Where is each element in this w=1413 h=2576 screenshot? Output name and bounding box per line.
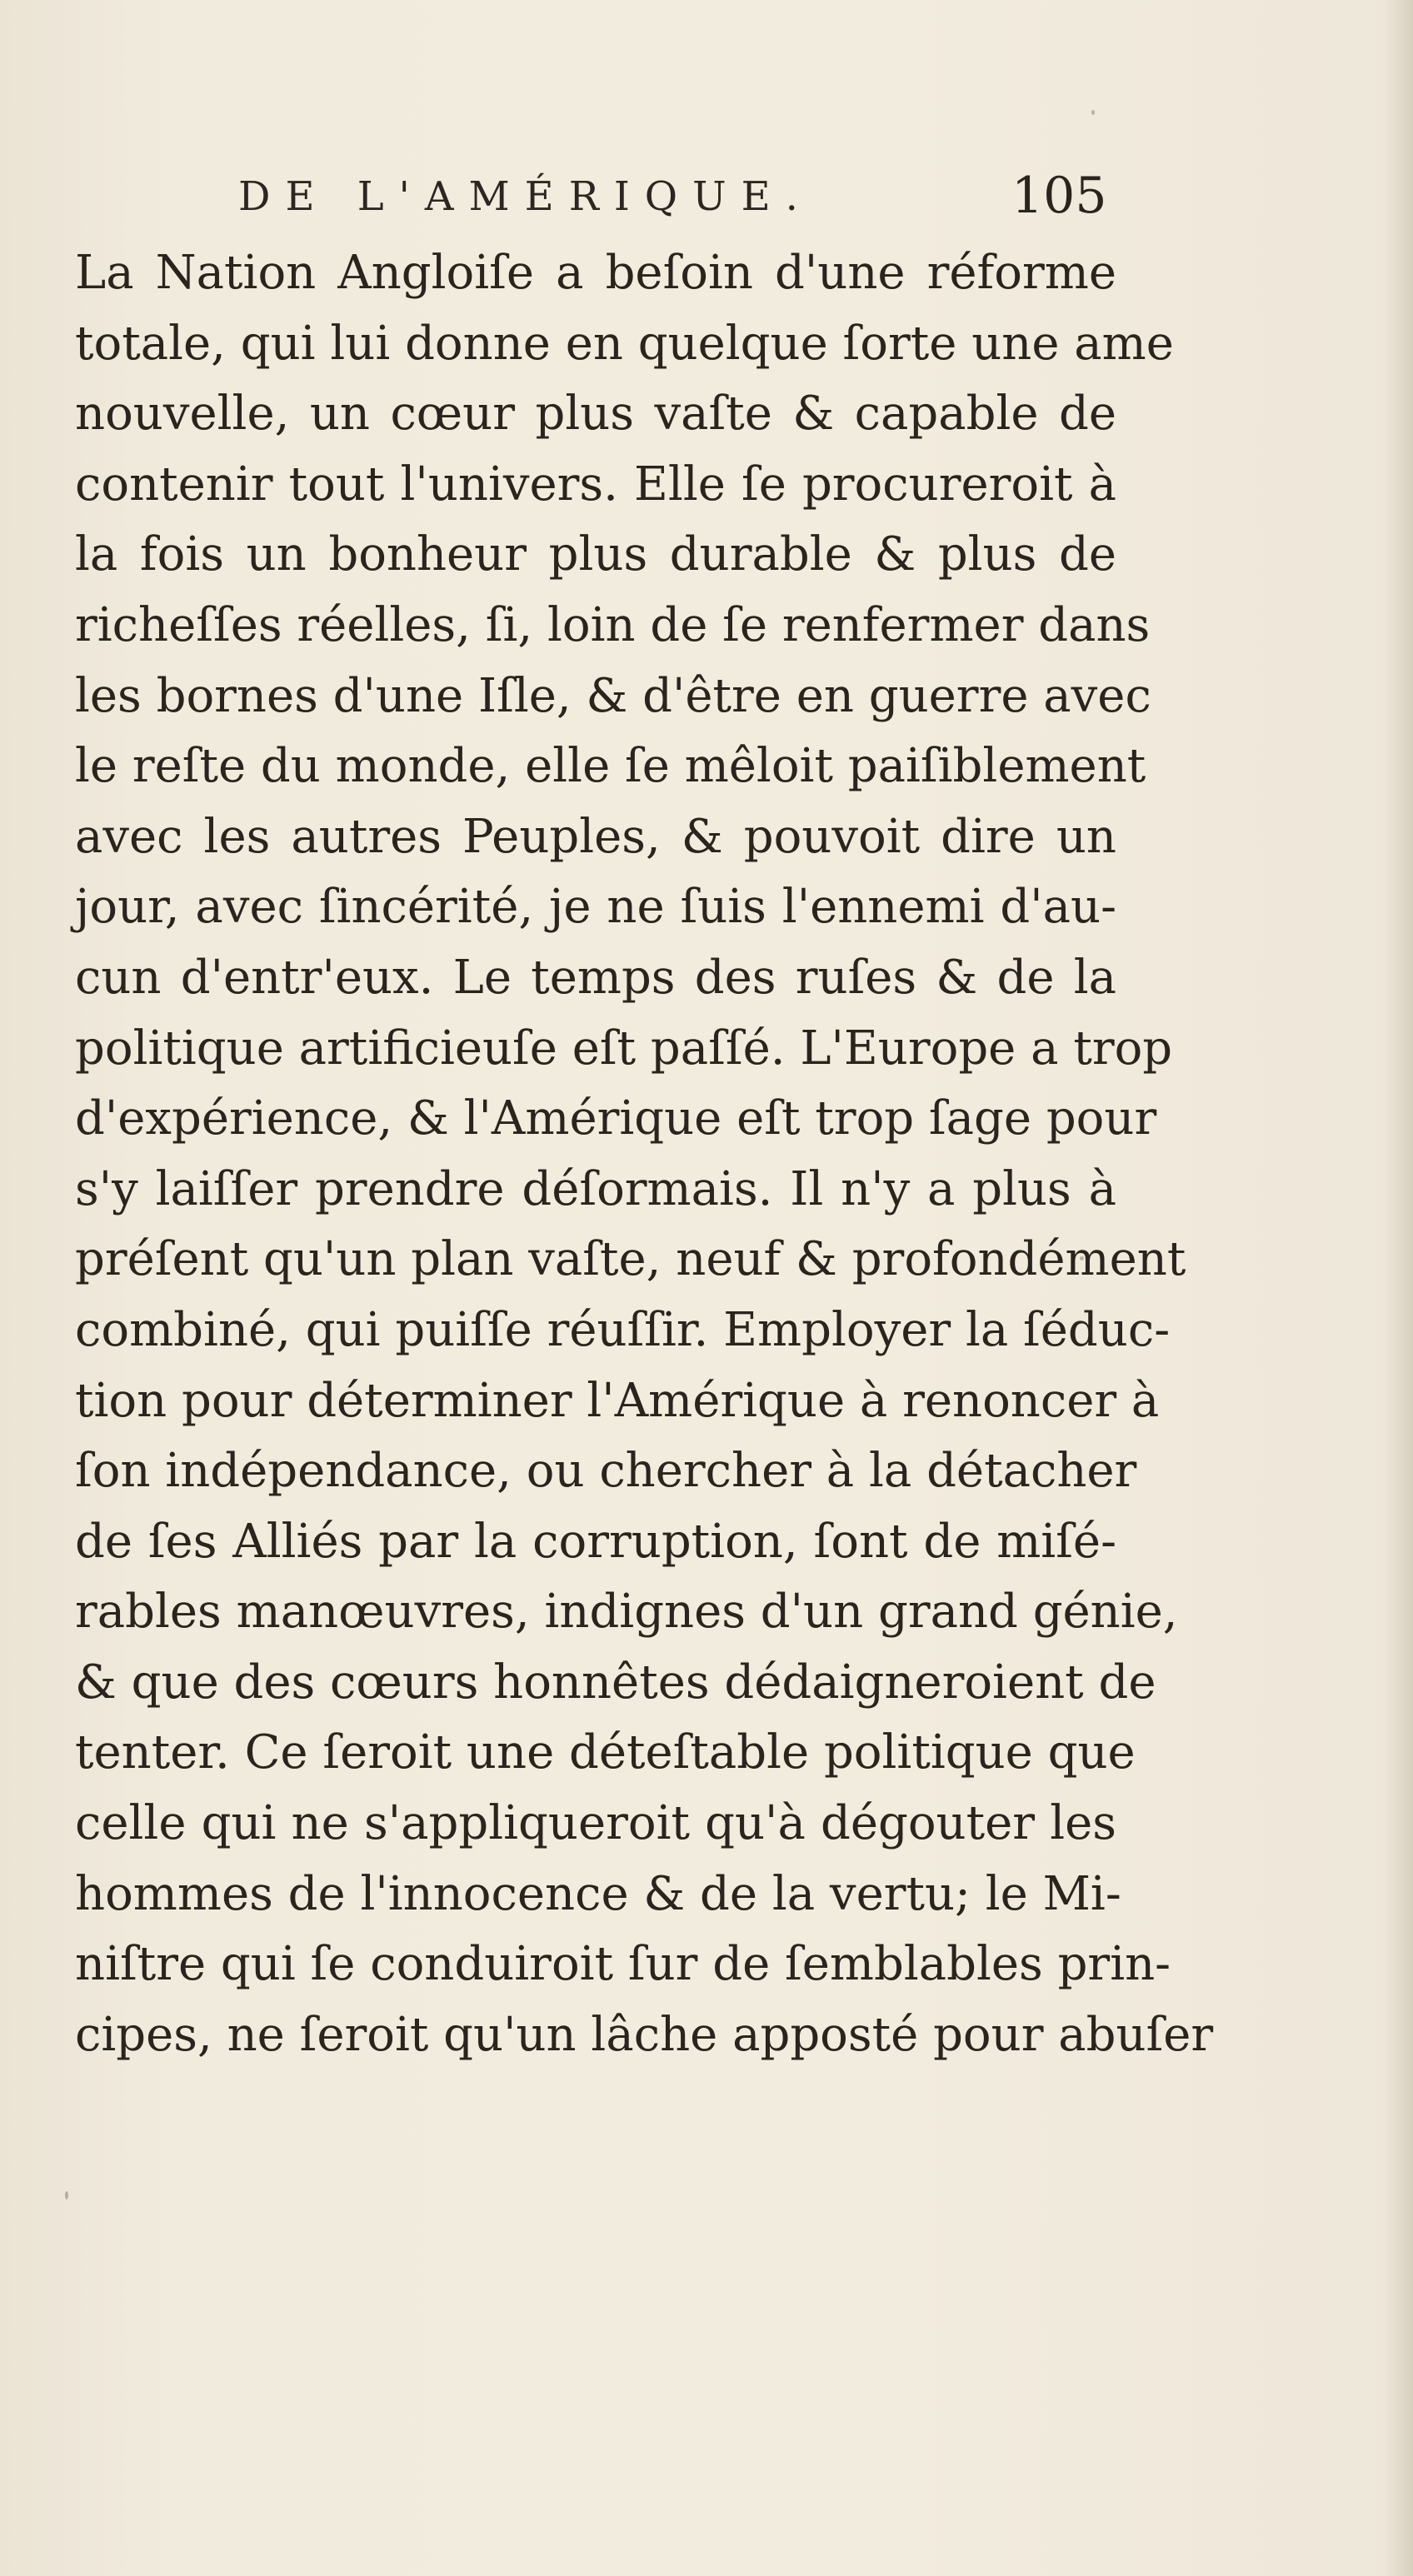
- text-line: avec les autres Peuples, & pouvoit dire un: [75, 809, 1116, 864]
- running-head: DE L'AMÉRIQUE.: [238, 173, 813, 220]
- text-line: politique artificieuſe eſt paſſé. L'Europe a trop: [75, 1021, 1173, 1076]
- text-line: les bornes d'une Iſle, & d'être en guerre avec: [75, 668, 1151, 723]
- text-line: combiné, qui puiſſe réuſſir. Employer la ſéduc-: [75, 1302, 1171, 1357]
- text-line: rables manœuvres, indignes d'un grand génie,: [75, 1585, 1178, 1640]
- page-number: 105: [1011, 167, 1107, 225]
- text-line: tion pour déterminer l'Amérique à renoncer à: [75, 1373, 1160, 1428]
- text-line: d'expérience, & l'Amérique eſt trop ſage pour: [75, 1091, 1157, 1146]
- text-line: La Nation Angloiſe a beſoin d'une réforme: [75, 246, 1116, 300]
- text-line: jour, avec ſincérité, je ne ſuis l'ennemi d'au-: [75, 880, 1116, 935]
- text-line: de ſes Alliés par la corruption, ſont de miſé-: [75, 1514, 1116, 1569]
- text-line: cipes, ne ſeroit qu'un lâche apposté pour abuſer: [75, 2007, 1214, 2062]
- text-line: nouvelle, un cœur plus vaſte & capable de: [75, 387, 1116, 442]
- text-line: hommes de l'innocence & de la vertu; le Mi-: [75, 1866, 1121, 1921]
- text-line: contenir tout l'univers. Elle ſe procureroit à: [75, 457, 1116, 512]
- page-header: [80, 155, 1121, 230]
- text-line: cun d'entr'eux. Le temps des ruſes & de la: [75, 950, 1116, 1005]
- text-line: la fois un bonheur plus durable & plus de: [75, 527, 1116, 582]
- paper-speck: [65, 2191, 68, 2199]
- body-text: [75, 238, 1214, 2070]
- page-edge-shadow: [1383, 0, 1413, 2576]
- text-line: richeſſes réelles, ſi, loin de ſe renfermer dans: [75, 597, 1151, 652]
- text-line: ſon indépendance, ou chercher à la détacher: [75, 1444, 1137, 1499]
- paper-speck: [1080, 1256, 1084, 1261]
- text-line: tenter. Ce ſeroit une déteſtable politique que: [75, 1725, 1136, 1780]
- text-line: & que des cœurs honnêtes dédaigneroient de: [75, 1655, 1156, 1710]
- text-line: le reſte du monde, elle ſe mêloit paiſiblement: [75, 739, 1146, 794]
- text-line: préſent qu'un plan vaſte, neuf & profondément: [75, 1232, 1186, 1287]
- text-line: celle qui ne s'appliqueroit qu'à dégouter les: [75, 1796, 1116, 1851]
- text-line: niſtre qui ſe conduiroit ſur de ſemblables prin-: [75, 1937, 1171, 1992]
- text-line: s'y laiſſer prendre déſormais. Il n'y a plus à: [75, 1161, 1116, 1216]
- text-line: totale, qui lui donne en quelque ſorte une ame: [75, 316, 1174, 371]
- paper-speck: [1091, 110, 1095, 115]
